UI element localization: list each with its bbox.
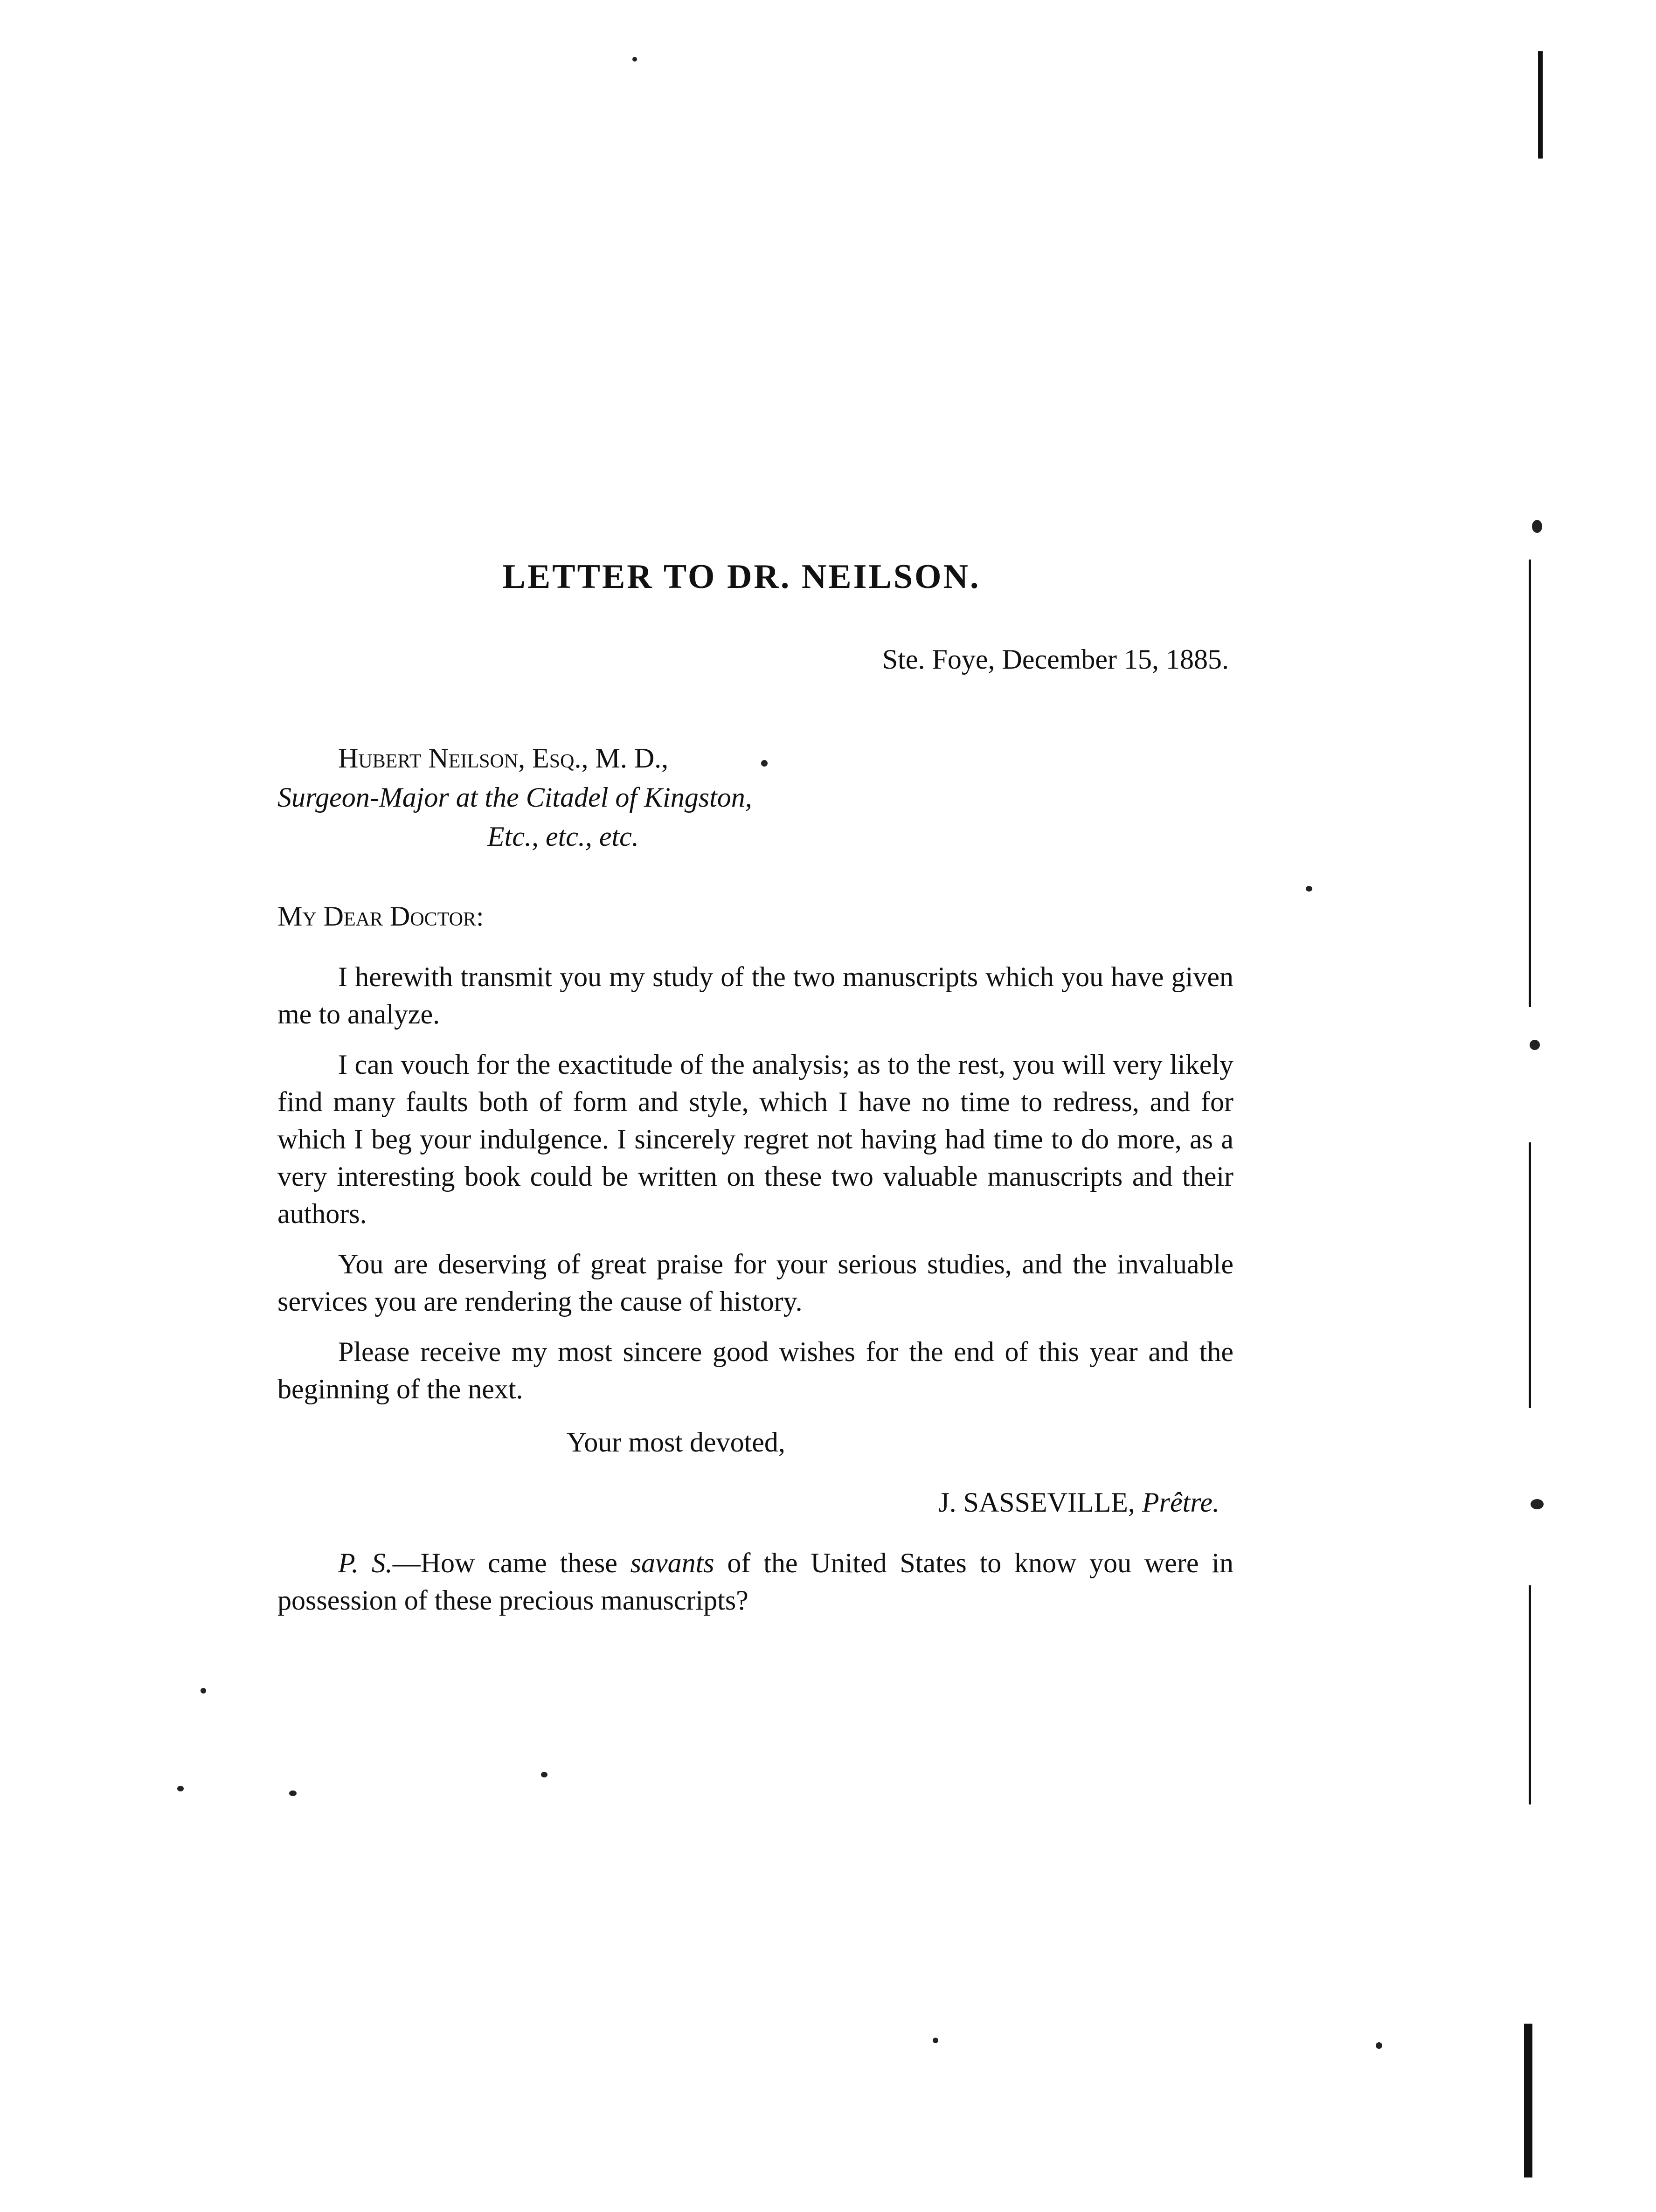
scan-speck — [1306, 886, 1312, 892]
scan-speck — [1532, 520, 1542, 533]
paragraph-3: You are deserving of great praise for your serious studies, and the invaluable services you are rendering the cause of history. — [277, 1249, 1233, 1317]
postscript-label: P. S. — [338, 1548, 393, 1578]
scan-speck — [1531, 1499, 1544, 1509]
scan-speck — [541, 1772, 547, 1777]
paragraph-2: I can vouch for the exactitude of the analysis; as to the rest, you will very likely find many faults both of form and style, which I have no time to redress, and for which I beg your indulgence. I sincerely regret not having had time to do more, as a very interesting book could be written on these two valuable manuscripts and their authors. — [277, 1049, 1233, 1229]
signature-role: Prêtre. — [1142, 1487, 1219, 1518]
scan-speck — [177, 1786, 184, 1791]
postscript — [277, 1544, 1233, 1619]
scan-edge-line — [1529, 1585, 1531, 1804]
scan-speck — [1376, 2042, 1382, 2049]
letter-title: LETTER TO DR. NEILSON. — [502, 558, 981, 596]
paragraph-4: Please receive my most sincere good wishes for the end of this year and the beginning of the next. — [277, 1336, 1233, 1404]
postscript-text-before: —How came these — [392, 1548, 631, 1578]
scan-edge-line — [1529, 1142, 1531, 1408]
scan-speck — [289, 1790, 297, 1796]
addressee-name: Hubert Neilson, Esq., M. D., — [338, 743, 669, 774]
salutation: My Dear Doctor: — [277, 901, 484, 932]
scan-edge-line — [1538, 51, 1543, 159]
postscript-emphasis: savants — [630, 1548, 714, 1578]
dateline: Ste. Foye, December 15, 1885. — [882, 644, 1229, 675]
scan-speck — [933, 2038, 938, 2043]
postscript-text-after: of the United States to know you were in possession of these precious manuscripts? — [277, 1548, 1233, 1616]
scan-speck — [201, 1688, 206, 1694]
paragraph-1: I herewith transmit you my study of the two manuscripts which you have given me to analyze. — [277, 961, 1233, 1030]
scan-speck — [632, 57, 637, 62]
signature — [277, 1486, 1219, 1519]
addressee-etc: Etc., etc., etc. — [487, 821, 639, 852]
scan-edge-line — [1529, 560, 1531, 1007]
addressee-position: Surgeon-Major at the Citadel of Kingston, — [277, 782, 752, 813]
signature-name: J. SASSEVILLE, — [938, 1487, 1135, 1518]
scan-speck — [1530, 1040, 1540, 1050]
letter-body — [277, 557, 1233, 1619]
addressee-block — [277, 739, 1233, 856]
scan-edge-line — [1524, 2024, 1532, 2177]
closing: Your most devoted, — [567, 1427, 785, 1458]
